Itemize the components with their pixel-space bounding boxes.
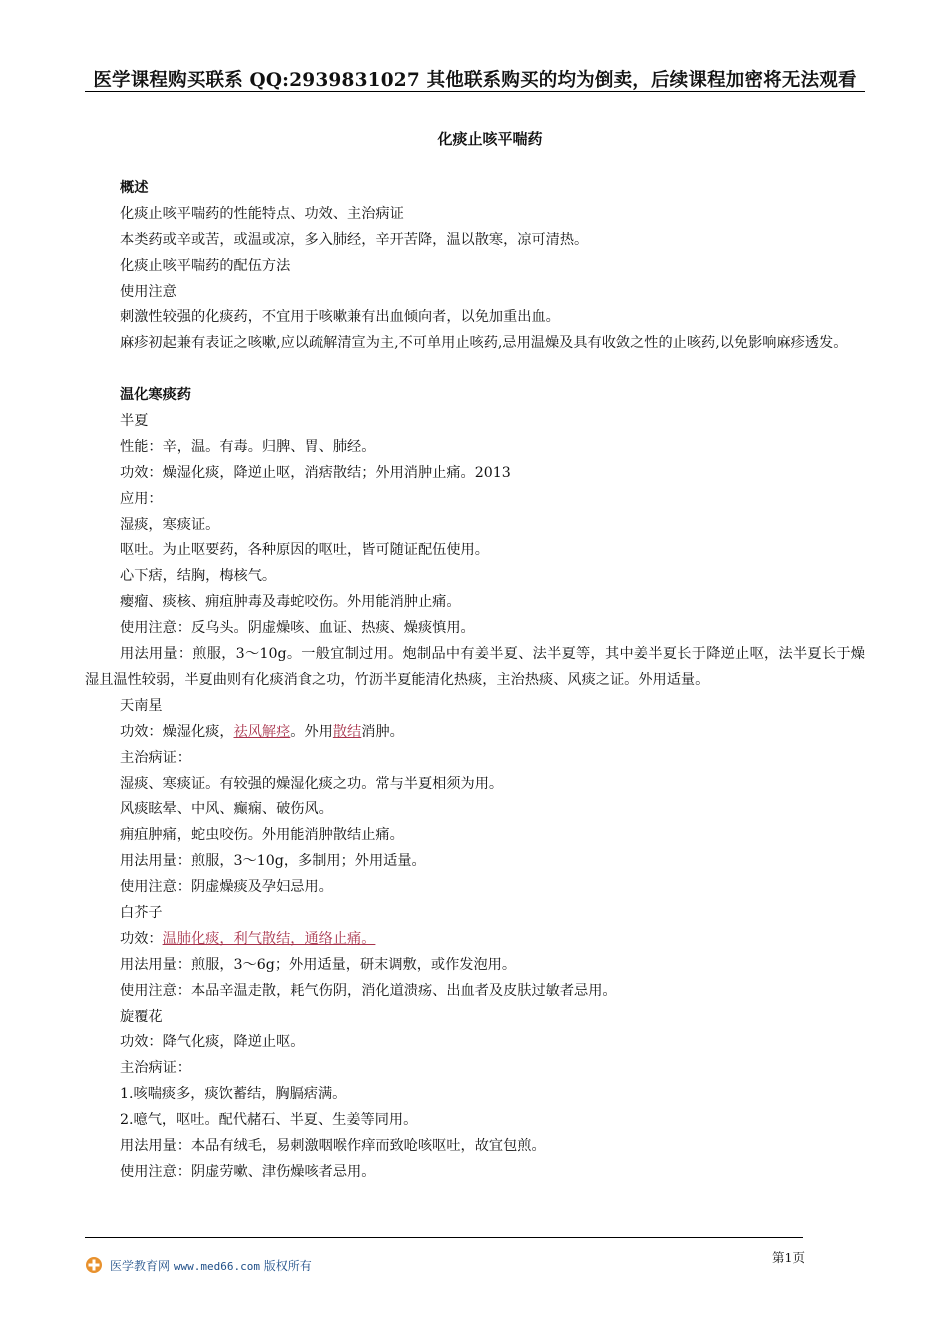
page-number: 第1页	[772, 1250, 805, 1265]
overview-line: 使用注意	[120, 283, 177, 300]
annotation-link[interactable]: 祛风解痉	[233, 723, 291, 740]
herb-line: 使用注意：本品辛温走散，耗气伤阴，消化道溃疡、出血者及皮肤过敏者忌用。	[120, 982, 617, 999]
site-logo-icon	[85, 1256, 103, 1274]
section-heading: 温化寒痰药	[120, 387, 191, 404]
herb-name-xuanfuhua: 旋覆花	[120, 1008, 163, 1025]
herb-line: 湿痰、寒痰证。有较强的燥湿化痰之功。常与半夏相须为用。	[120, 775, 504, 792]
overview-line: 本类药或辛或苦，或温或凉，多入肺经，辛开苦降，温以散寒，凉可清热。	[120, 231, 589, 248]
herb-line: 功效：降气化痰，降逆止呕。	[120, 1034, 305, 1051]
footer-url[interactable]: www.med66.com	[173, 1260, 260, 1273]
overview-line: 刺激性较强的化痰药，不宜用于咳嗽兼有出血倾向者，以免加重出血。	[120, 309, 560, 326]
footer-rule	[85, 1237, 803, 1238]
herb-line: 痈疽肿痛，蛇虫咬伤。外用能消肿散结止痛。	[120, 827, 404, 844]
herb-line: 主治病证：	[120, 749, 191, 766]
footer-site-name: 医学教育网	[110, 1259, 171, 1273]
text: 。外用	[290, 723, 333, 740]
herb-name-banxia: 半夏	[120, 413, 149, 430]
text: 功效：燥湿化痰，	[120, 723, 234, 740]
annotation-link[interactable]: 散结	[332, 723, 362, 740]
herb-line	[120, 720, 865, 746]
header-rule	[85, 91, 865, 92]
herb-line: 瘿瘤、痰核、痈疽肿毒及毒蛇咬伤。外用能消肿止痛。	[120, 594, 461, 611]
text: 功效：	[120, 930, 163, 947]
herb-line	[120, 927, 865, 953]
herb-line: 主治病证：	[120, 1060, 191, 1077]
herb-line: 应用：	[120, 490, 163, 507]
herb-line: 性能：辛，温。有毒。归脾、胃、肺经。	[120, 438, 376, 455]
footer-site	[110, 1257, 312, 1274]
herb-line: 湿痰，寒痰证。	[120, 516, 220, 533]
herb-line: 功效：燥湿化痰，降逆止呕，消痞散结；外用消肿止痛。2013	[120, 464, 511, 481]
herb-line: 用法用量：煎服，3～6g；外用适量，研末调敷，或作发泡用。	[120, 956, 517, 973]
herb-paragraph: 用法用量：煎服，3～10g。一般宜制过用。炮制品中有姜半夏、法半夏等，其中姜半夏长于降逆止呕，法半夏长于燥湿且温性较弱，半夏曲则有化痰消食之功，竹沥半夏能清化热痰，主治热痰、风痰之证。外用适量。	[85, 646, 865, 688]
herb-line: 用法用量：本品有绒毛，易刺激咽喉作痒而致呛咳呕吐，故宜包煎。	[120, 1138, 546, 1154]
document-title: 化痰止咳平喘药	[437, 130, 543, 148]
herb-line: 1.咳喘痰多，痰饮蓄结，胸膈痞满。	[120, 1086, 347, 1103]
herb-line: 使用注意：阴虚劳嗽、津伤燥咳者忌用。	[120, 1163, 376, 1180]
herb-line: 2.噫气，呕吐。配代赭石、半夏、生姜等同用。	[120, 1112, 418, 1129]
herb-name-tiannanxing: 天南星	[120, 697, 163, 714]
overview-paragraph: 麻疹初起兼有表证之咳嗽,应以疏解清宣为主,不可单用止咳药,忌用温燥及具有收敛之性的止咳药,以免影响麻疹透发。	[120, 335, 848, 352]
herb-line: 用法用量：煎服，3～10g，多制用；外用适量。	[120, 853, 426, 870]
page-header: 医学课程购买联系 QQ:2939831027 其他联系购买的均为倒卖，后续课程加密将无法观看	[93, 70, 857, 91]
overview-heading: 概述	[120, 180, 149, 196]
herb-line: 心下痞，结胸，梅核气。	[120, 568, 277, 585]
overview-line: 化痰止咳平喘药的性能特点、功效、主治病证	[120, 205, 404, 222]
text: 消肿。	[361, 723, 404, 740]
annotation-link[interactable]: 温肺化痰，利气散结，通络止痛。	[162, 930, 376, 947]
overview-line: 化痰止咳平喘药的配伍方法	[120, 257, 291, 274]
herb-name-baijiezi: 白芥子	[120, 904, 163, 921]
herb-line: 呕吐。为止呕要药，各种原因的呕吐，皆可随证配伍使用。	[120, 542, 489, 559]
herb-line: 使用注意：阴虚燥痰及孕妇忌用。	[120, 879, 333, 896]
herb-line: 风痰眩晕、中风、癫痫、破伤风。	[120, 801, 333, 818]
footer-rights: 版权所有	[263, 1259, 312, 1273]
herb-line: 使用注意：反乌头。阴虚燥咳、血证、热痰、燥痰慎用。	[120, 620, 475, 637]
document-body	[85, 176, 865, 1186]
